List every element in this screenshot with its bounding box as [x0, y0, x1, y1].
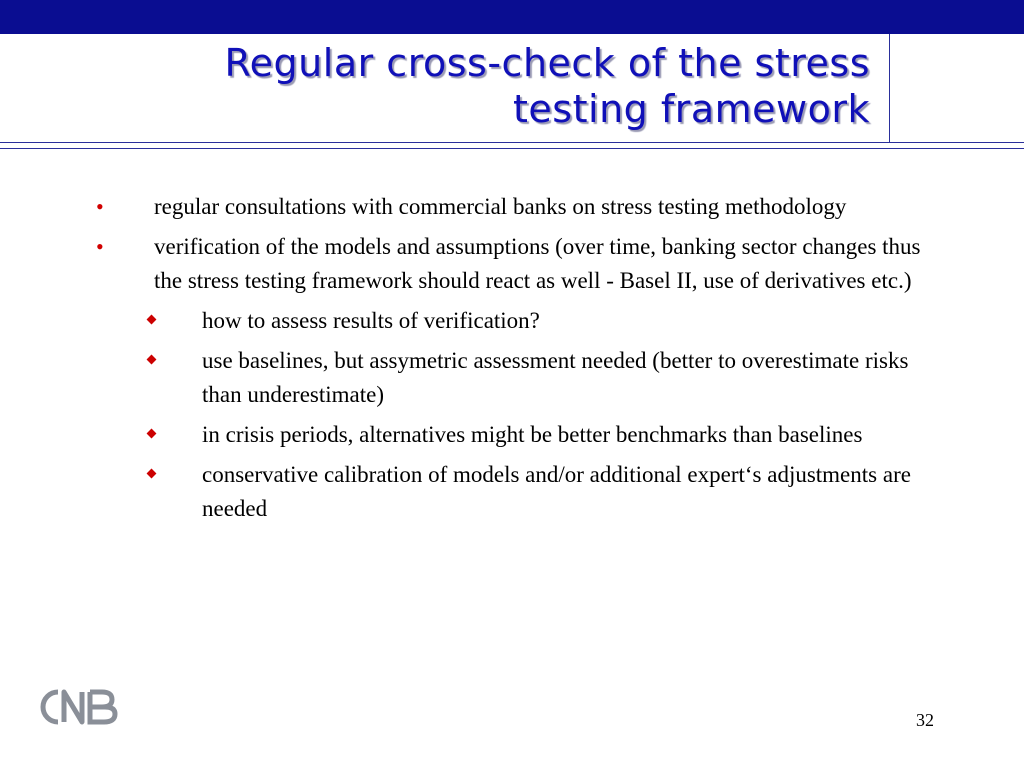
title-divider-line [0, 142, 1024, 143]
page-number: 32 [916, 710, 934, 730]
sub-bullet-text: conservative calibration of models and/or additional expert‘s adjustments are needed [202, 462, 911, 521]
sub-bullet-text: use baselines, but assymetric assessment needed (better to overestimate risks than underestimate) [202, 348, 909, 407]
slide-title-line-1: Regular cross-check of the stress [224, 41, 870, 85]
bullet-dot-icon: • [96, 194, 104, 219]
diamond-bullet-icon [147, 429, 157, 439]
bullet-dot-icon: • [96, 234, 104, 259]
slide-title-line-2: testing framework [513, 87, 870, 131]
sub-bullet-item [96, 418, 926, 452]
sub-bullet-text: how to assess results of verification? [202, 308, 540, 333]
diamond-bullet-icon [147, 355, 157, 365]
sub-bullet-item [96, 304, 926, 338]
bullet-text: regular consultations with commercial banks on stress testing methodology [154, 194, 847, 219]
slide-title [90, 40, 870, 132]
bullet-list [96, 190, 926, 532]
sub-bullet-text: in crisis periods, alternatives might be better benchmarks than baselines [202, 422, 863, 447]
cnb-logo-icon [38, 686, 118, 728]
bullet-text: verification of the models and assumptions (over time, banking sector changes thus the stress testing framework should react as well - Basel II, use of derivatives etc.) [154, 234, 921, 293]
bullet-item [96, 230, 926, 298]
title-divider-line-secondary [0, 148, 1024, 149]
sub-bullet-item [96, 344, 926, 412]
sub-bullet-item [96, 458, 926, 526]
top-bar [0, 0, 1024, 34]
diamond-bullet-icon [147, 469, 157, 479]
diamond-bullet-icon [147, 315, 157, 325]
bullet-item [96, 190, 926, 224]
title-divider-vertical [889, 34, 890, 142]
